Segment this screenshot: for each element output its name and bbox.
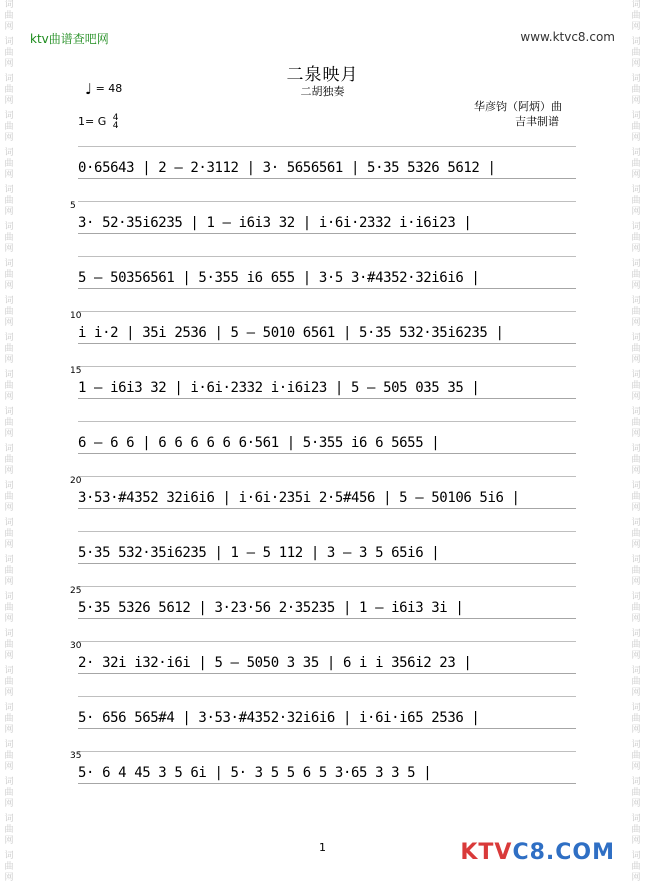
watermark-text: 词曲网 (631, 444, 641, 476)
tempo-marking (85, 80, 122, 98)
watermark-right (629, 0, 643, 891)
underline-beams (78, 670, 576, 674)
watermark-text: 词曲网 (631, 740, 641, 772)
slur-marks (78, 476, 576, 489)
notation-text: 5· 6 4 45 3 5 6i | 5· 3 5 5 6 5 3·65 3 3 5 | (78, 765, 432, 781)
site-brand[interactable]: ktv曲谱查吧网 (30, 32, 109, 46)
watermark-text: 词曲网 (4, 74, 14, 106)
measure-number: 35 (70, 751, 82, 761)
watermark-text: 词曲网 (4, 592, 14, 624)
measure-number: 25 (70, 586, 82, 596)
watermark-text: 词曲网 (631, 185, 641, 217)
notation-text: 2· 32i i32·i6i | 5 — 5050 3 35 | 6 i i 356i2 23 | (78, 655, 472, 671)
underline-beams (78, 175, 576, 179)
composer-credit: 华彦钧（阿炳）曲 (474, 100, 562, 113)
page-number: 1 (319, 841, 326, 854)
watermark-text: 词曲网 (631, 333, 641, 365)
score-line (70, 476, 576, 506)
watermark-text: 词曲网 (631, 851, 641, 883)
measure-number: 20 (70, 476, 82, 486)
slur-marks (78, 751, 576, 764)
watermark-text: 词曲网 (631, 777, 641, 809)
slur-marks (78, 256, 576, 269)
watermark-text: 词曲网 (4, 814, 14, 846)
watermark-text: 词曲网 (4, 703, 14, 735)
underline-beams (78, 725, 576, 729)
notation-text: 3· 52·35i6235 | 1 — i6i3 32 | i·6i·2332 i·i6i23 | (78, 215, 472, 231)
measure-number: 30 (70, 641, 82, 651)
slur-marks (78, 311, 576, 324)
underline-beams (78, 230, 576, 234)
time-sig-bottom: 4 (112, 121, 119, 131)
score-line (78, 160, 576, 176)
notation-text: 0·65643 | 2 — 2·3112 | 3· 5656561 | 5·35 5326 5612 | (78, 160, 496, 176)
time-signature (113, 114, 119, 130)
underline-beams (78, 285, 576, 289)
watermark-text: 词曲网 (631, 222, 641, 254)
underline-beams (78, 340, 576, 344)
watermark-text: 词曲网 (4, 629, 14, 661)
notation-text: 5·35 532·35i6235 | 1 — 5 112 | 3 — 3 5 65i6 | (78, 545, 440, 561)
watermark-text: 词曲网 (631, 259, 641, 291)
measure-number: 10 (70, 311, 82, 321)
site-logo (460, 840, 615, 865)
underline-beams (78, 450, 576, 454)
watermark-text: 词曲网 (4, 407, 14, 439)
notation-text: 3·53·#4352 32i6i6 | i·6i·235i 2·5#456 | 5 — 50106 5i6 | (78, 490, 520, 506)
slur-marks (78, 696, 576, 709)
watermark-text: 词曲网 (4, 222, 14, 254)
score-line (70, 751, 576, 781)
score-line (78, 545, 576, 561)
site-url[interactable]: www.ktvc8.com (520, 30, 615, 44)
quarter-note-icon: ♩ (85, 80, 93, 98)
key-signature (78, 114, 118, 130)
slur-marks (78, 641, 576, 654)
watermark-text: 词曲网 (631, 555, 641, 587)
notation-text: i i·2 | 35i 2536 | 5 — 5010 6561 | 5·35 532·35i6235 | (78, 325, 504, 341)
watermark-text: 词曲网 (4, 185, 14, 217)
notation-text: 6 — 6 6 | 6 6 6 6 6 6·561 | 5·355 i6 6 5655 | (78, 435, 440, 451)
watermark-text: 词曲网 (631, 148, 641, 180)
watermark-text: 词曲网 (631, 481, 641, 513)
watermark-text: 词曲网 (631, 0, 641, 32)
watermark-text: 词曲网 (4, 666, 14, 698)
watermark-text: 词曲网 (4, 444, 14, 476)
watermark-text: 词曲网 (4, 259, 14, 291)
watermark-text: 词曲网 (4, 333, 14, 365)
slur-marks (78, 366, 576, 379)
watermark-text: 词曲网 (4, 296, 14, 328)
watermark-text: 词曲网 (4, 111, 14, 143)
watermark-text: 词曲网 (631, 74, 641, 106)
watermark-text: 词曲网 (4, 0, 14, 32)
slur-marks (78, 421, 576, 434)
notation-text: 5· 656 565#4 | 3·53·#4352·32i6i6 | i·6i·i65 2536 | (78, 710, 480, 726)
watermark-text: 词曲网 (631, 370, 641, 402)
slur-marks (78, 586, 576, 599)
watermark-text: 词曲网 (4, 555, 14, 587)
underline-beams (78, 615, 576, 619)
score-line (78, 270, 576, 286)
watermark-text: 词曲网 (631, 703, 641, 735)
underline-beams (78, 780, 576, 784)
score-line (70, 366, 576, 396)
logo-part-1: KTV (460, 840, 513, 865)
underline-beams (78, 560, 576, 564)
watermark-text: 词曲网 (4, 370, 14, 402)
measure-number: 15 (70, 366, 82, 376)
notation-text: 5·35 5326 5612 | 3·23·56 2·35235 | 1 — i6i3 3i | (78, 600, 464, 616)
watermark-text: 词曲网 (631, 592, 641, 624)
slur-marks (78, 201, 576, 214)
score-line (70, 201, 576, 231)
watermark-text: 词曲网 (631, 111, 641, 143)
underline-beams (78, 395, 576, 399)
watermark-left (2, 0, 16, 891)
score-line (70, 641, 576, 671)
watermark-text: 词曲网 (631, 629, 641, 661)
arranger-credit: 吉聿制谱 (515, 115, 559, 128)
logo-part-2: C8.COM (512, 840, 615, 865)
watermark-text: 词曲网 (631, 407, 641, 439)
watermark-text: 词曲网 (631, 666, 641, 698)
notation-text: 5 — 50356561 | 5·355 i6 655 | 3·5 3·#4352·32i6i6 | (78, 270, 480, 286)
slur-marks (78, 531, 576, 544)
score-line (70, 311, 576, 341)
watermark-text: 词曲网 (4, 37, 14, 69)
watermark-text: 词曲网 (631, 296, 641, 328)
underline-beams (78, 505, 576, 509)
score-line (78, 435, 576, 451)
watermark-text: 词曲网 (631, 518, 641, 550)
measure-number: 5 (70, 201, 76, 211)
score-subtitle: 二胡独奏 (300, 85, 345, 98)
watermark-text: 词曲网 (4, 777, 14, 809)
score-title: 二泉映月 (286, 65, 359, 85)
time-sig-top: 4 (112, 113, 119, 123)
notation-text: 1 — i6i3 32 | i·6i·2332 i·i6i23 | 5 — 505 035 35 | (78, 380, 480, 396)
watermark-text: 词曲网 (631, 814, 641, 846)
score-line (70, 586, 576, 616)
watermark-text: 词曲网 (631, 37, 641, 69)
key-label: 1= G (78, 115, 107, 128)
watermark-text: 词曲网 (4, 518, 14, 550)
watermark-text: 词曲网 (4, 481, 14, 513)
watermark-text: 词曲网 (4, 740, 14, 772)
slur-marks (78, 146, 576, 159)
score-line (78, 710, 576, 726)
watermark-text: 词曲网 (4, 148, 14, 180)
watermark-text: 词曲网 (4, 851, 14, 883)
tempo-value: = 48 (95, 82, 123, 95)
